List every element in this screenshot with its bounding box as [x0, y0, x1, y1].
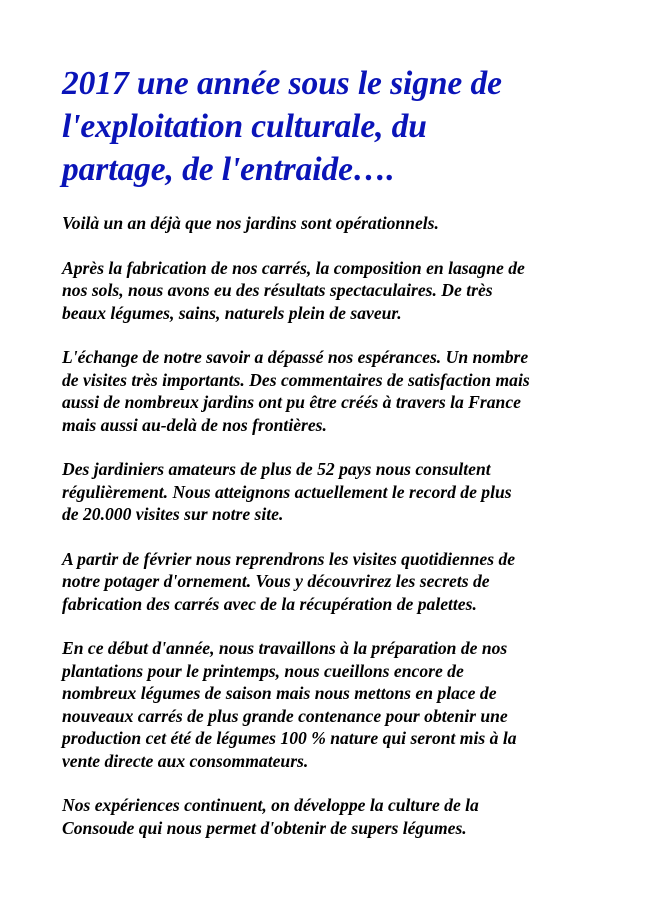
- paragraph-jardiniers: Des jardiniers amateurs de plus de 52 pays nous consultent régulièrement. Nous atteignons actuellement le record de plus de 20.000 visites sur notre site.: [62, 459, 512, 524]
- paragraph-echange: L'échange de notre savoir a dépassé nos espérances. Un nombre de visites très importants. Des commentaires de satisfaction mais aussi de nombreux jardins ont pu être créés à travers la France mais aussi au-delà de nos frontières.: [62, 347, 530, 435]
- paragraph-debut-annee: En ce début d'année, nous travaillons à la préparation de nos plantations pour le printemps, nous cueillons encore de nombreux légumes de saison mais nous mettons en place de nouveaux carrés de plus grande contenance pour obtenir une production cet été de légumes 100 % nature qui seront mis à la vente directe aux consommateurs.: [62, 638, 517, 771]
- paragraph-intro: Voilà un an déjà que nos jardins sont opérationnels.: [62, 213, 439, 233]
- paragraph-visites: A partir de février nous reprendrons les visites quotidiennes de notre potager d'ornement. Vous y découvrirez les secrets de fabrication des carrés avec de la récupération de palettes.: [62, 548, 516, 614]
- paragraph-carres: Après la fabrication de nos carrés, la composition en lasagne de nos sols, nous avons eu des résultats spectaculaires. De très beaux légumes, sains, naturels plein de saveur.: [62, 257, 525, 323]
- document-title: 2017 une année sous le signe de l'exploitation culturale, du partage, de l'entraide….: [62, 65, 502, 188]
- document-body: [62, 212, 602, 839]
- paragraph-experiences: Nos expériences continuent, on développe la culture de la Consoude qui nous permet d'obtenir de supers légumes.: [62, 795, 479, 838]
- document-page: [62, 62, 602, 861]
